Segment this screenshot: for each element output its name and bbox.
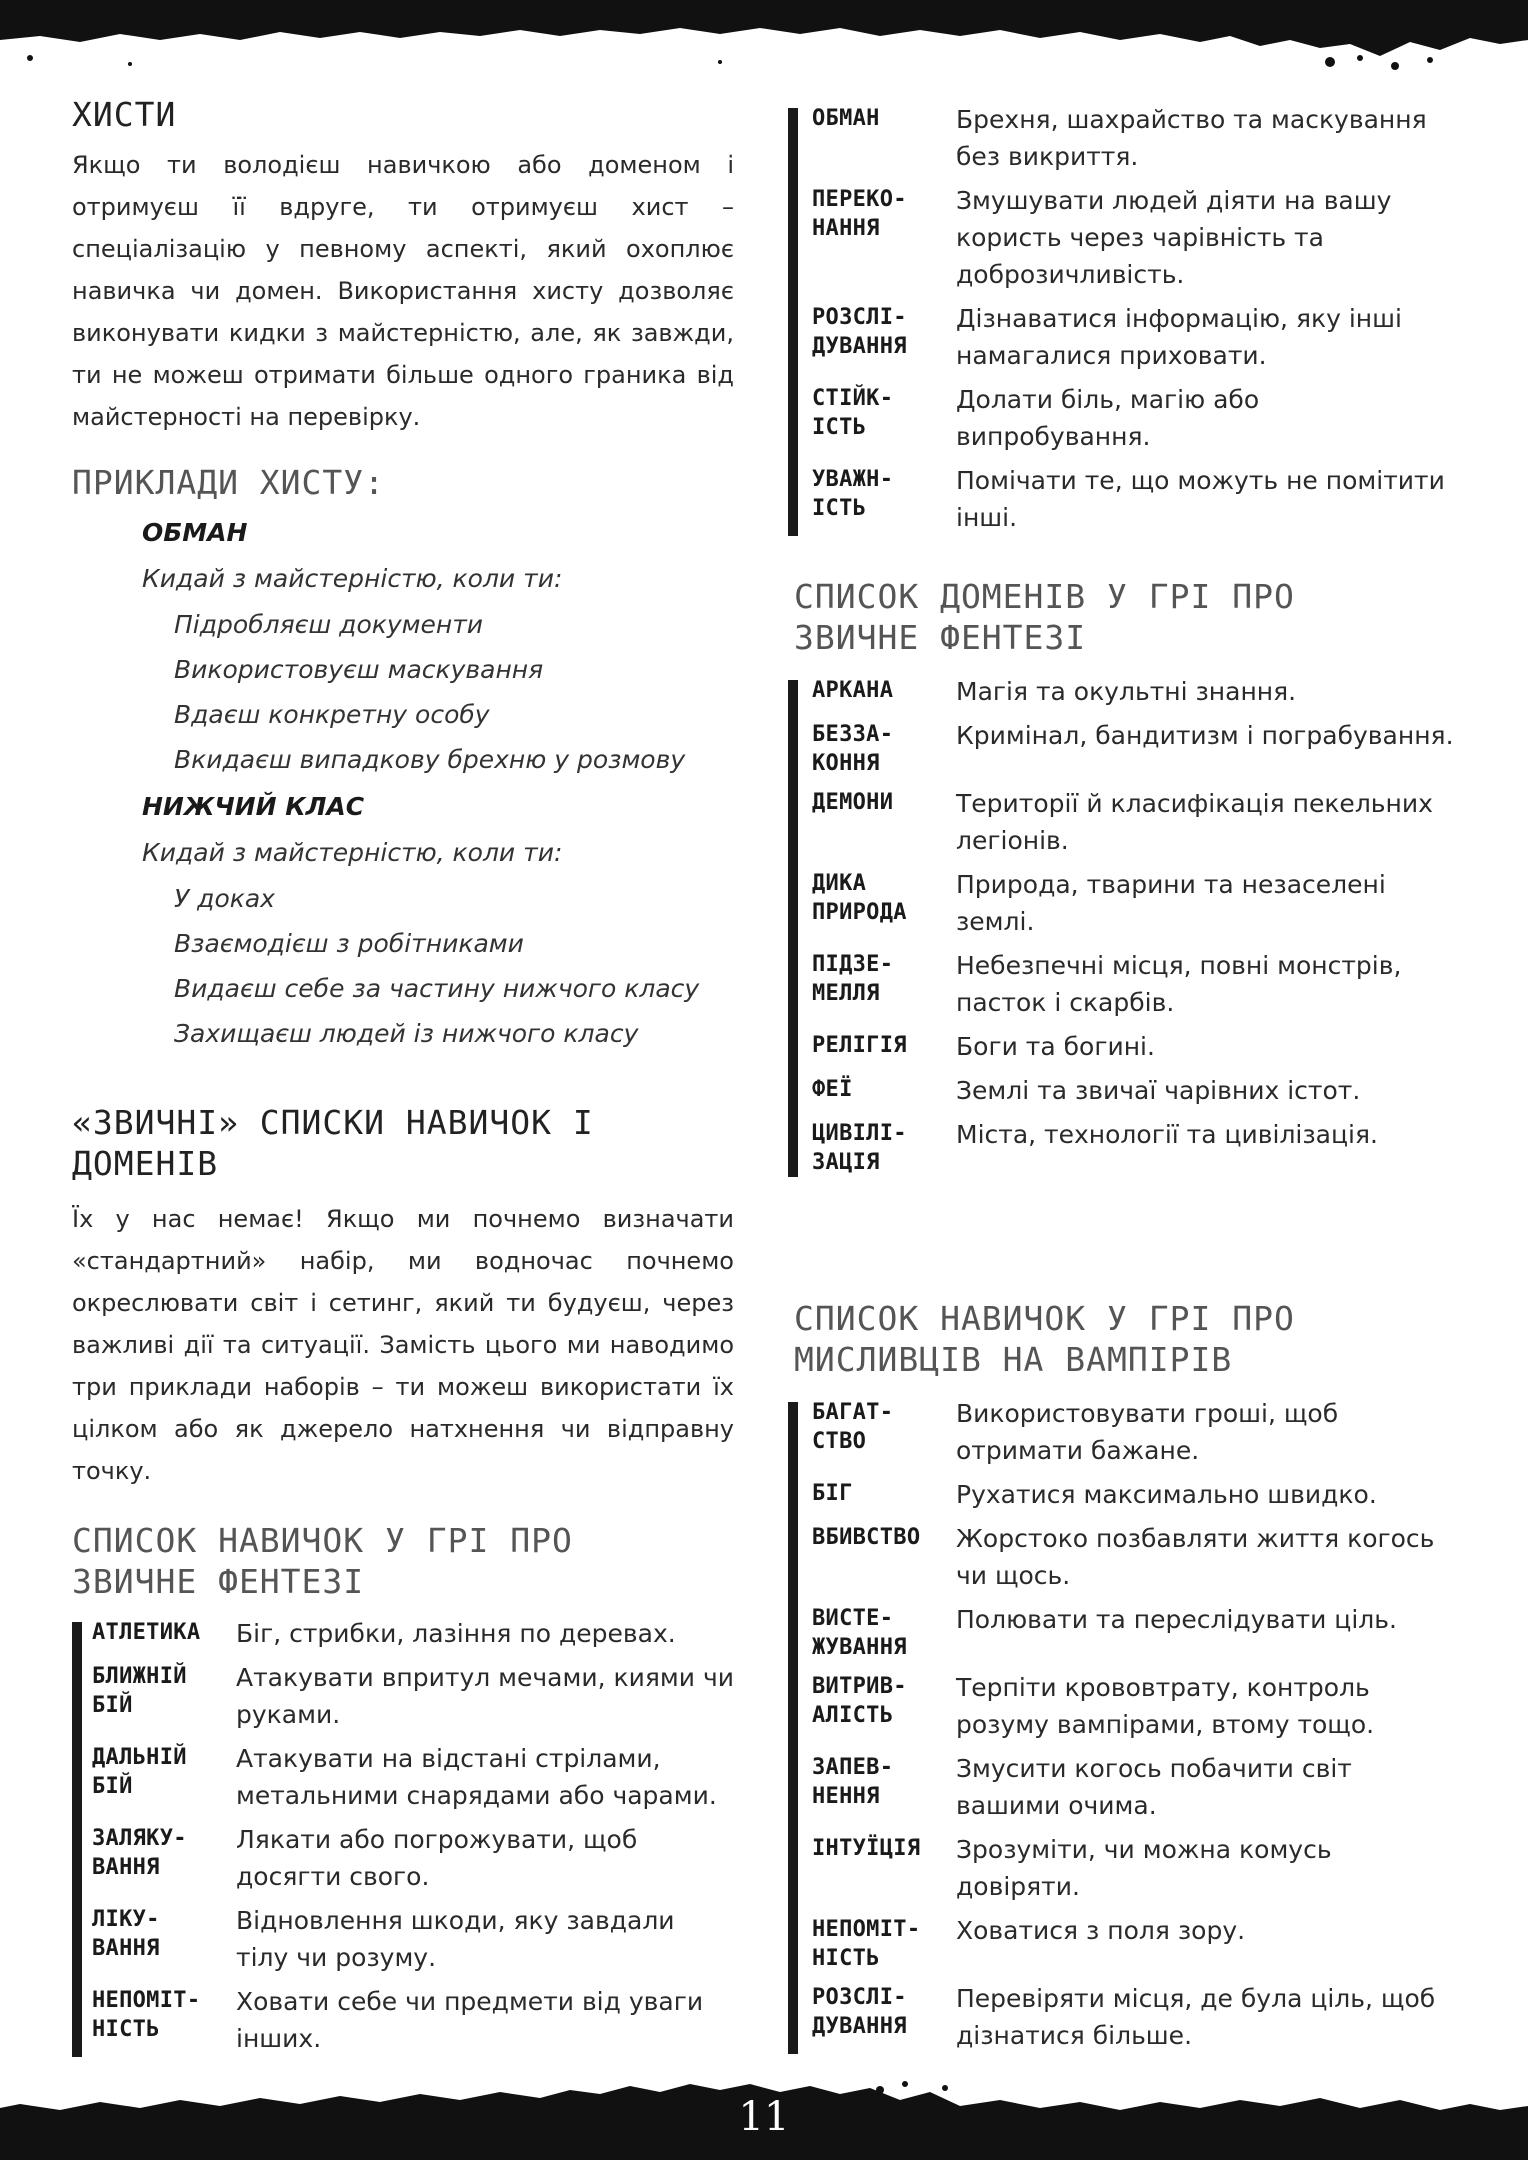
term-row [812,1672,1458,1743]
example-item: Вдаєш конкретну особу [174,700,490,729]
term-definition: Змусити когось побачити світ вашими очима. [956,1754,1352,1820]
example-item: Використовуєш маскування [174,655,544,684]
term-definition: Полювати та переслідувати ціль. [956,1605,1397,1634]
hunter-skills-heading [794,1298,1458,1380]
term-definition: Перевіряти місця, де була ціль, щоб дізнатися більше. [956,1984,1436,2050]
term-row [812,788,1458,859]
fantasy-skills-table [72,1618,734,2057]
term-row [92,1824,734,1895]
example-title: ОБМАН [142,518,248,547]
examples-heading: ПРИКЛАДИ ХИСТУ: [72,463,386,502]
heading-line: СПИСОК ДОМЕНІВ У ГРІ ПРО [794,577,1295,616]
term-row [812,384,1458,455]
example-item: Захищаєш людей із нижчого класу [174,1019,639,1048]
term-row [812,185,1458,293]
fantasy-domains-heading [794,576,1458,658]
term-label: БЕЗЗА- КОННЯ [812,722,894,776]
term-definition: Атакувати на відстані стрілами, метальними снарядами або чарами. [236,1744,717,1810]
term-label: ПЕРЕКО- НАННЯ [812,187,907,241]
term-definition: Природа, тварини та незаселені землі. [956,870,1386,936]
term-definition: Долати біль, магію або випробування. [956,385,1260,451]
example-items [142,876,734,1056]
term-row [812,1834,1458,1905]
examples-section [72,462,734,1056]
term-label: НЕПОМІТ- НІСТЬ [92,1988,201,2042]
hunter-skills-section [794,1298,1458,2054]
term-definition: Території й класифікація пекельних легіонів. [956,789,1433,855]
term-row [812,1479,1458,1513]
fantasy-skills-heading [72,1520,734,1602]
term-label: ЗАЛЯКУ- ВАННЯ [92,1826,187,1880]
term-label: РОЗСЛІ- ДУВАННЯ [812,1985,907,2039]
fantasy-skills-section [72,1520,734,2057]
term-definition: Зрозуміти, чи можна комусь довіряти. [956,1835,1332,1901]
term-label: РОЗСЛІ- ДУВАННЯ [812,305,907,359]
example-item: Взаємодієш з робітниками [174,929,524,958]
term-row [812,104,1458,175]
example-intro: Кидай з майстерністю, коли ти: [142,564,563,593]
heading-line: ЗВИЧНЕ ФЕНТЕЗІ [72,1562,365,1601]
term-definition: Лякати або погрожувати, щоб досягти свого. [236,1825,638,1891]
term-row [812,1119,1458,1177]
term-definition: Біг, стрибки, лазіння по деревах. [236,1619,676,1648]
term-definition: Боги та богині. [956,1032,1155,1061]
term-label: ПІДЗЕ- МЕЛЛЯ [812,952,894,1006]
term-row [812,869,1458,940]
hysty-paragraph: Якщо ти володієш навичкою або доменом і отримуєш її вдруге, ти отримуєш хист – спеціалізацію у певному аспекті, який охоплює навичка чи домен. Використання хисту дозволяє виконувати кидки з майстерністю, але, як завжди, ти не можеш отримати більше одного граника від майстерності на перевірку. [72,151,734,431]
term-label: ДЕМОНИ [812,790,894,815]
term-row [92,1662,734,1733]
term-label: ВБИВСТВО [812,1525,921,1550]
term-row [812,676,1458,710]
example-title: НИЖЧИЙ КЛАС [142,792,365,821]
term-label: БАГАТ- СТВО [812,1400,894,1454]
term-row [92,1618,734,1652]
hysty-section [72,94,734,438]
example-intro: Кидай з майстерністю, коли ти: [142,838,563,867]
term-row [812,1031,1458,1065]
term-label: НЕПОМІТ- НІСТЬ [812,1917,921,1971]
term-label: ІНТУЇЦІЯ [812,1836,921,1861]
example-items [142,602,734,782]
term-definition: Терпіти крововтрату, контроль розуму вампірами, втому тощо. [956,1673,1375,1739]
fantasy-skills-continued-table [788,104,1458,536]
term-definition: Ховати себе чи предмети від уваги інших. [236,1987,704,2053]
fantasy-domains-section [794,576,1458,1177]
example-item: Вкидаєш випадкову брехню у розмову [174,745,686,774]
usual-lists-paragraph: Їх у нас немає! Якщо ми почнемо визначати «стандартний» набір, ми водночас почнемо окреслювати світ і сетинг, який ти будуєш, через важливі дії та ситуації. Замість цього ми наводимо три приклади наборів – ти можеш використати їх цілком або як джерело натхнення чи відправну точку. [72,1205,734,1485]
usual-lists-heading [72,1102,734,1184]
usual-lists-section [72,1102,734,1492]
fantasy-domains-table [788,676,1458,1177]
term-definition: Небезпечні місця, повні монстрів, пасток і скарбів. [956,951,1402,1017]
term-definition: Брехня, шахрайство та маскування без викриття. [956,105,1427,171]
heading-line: «ЗВИЧНІ» СПИСКИ НАВИЧОК І [72,1103,594,1142]
term-definition: Дізнаватися інформацію, яку інші намагалися приховати. [956,304,1402,370]
heading-line: ДОМЕНІВ [72,1144,219,1183]
hysty-heading: ХИСТИ [72,95,177,134]
term-row [812,1523,1458,1594]
term-row [92,1986,734,2057]
term-label: АТЛЕТИКА [92,1620,201,1645]
term-row [812,950,1458,1021]
term-label: УВАЖН- ІСТЬ [812,467,894,521]
term-label: БІГ [812,1481,853,1506]
heading-line: МИСЛИВЦІВ НА ВАМПІРІВ [794,1340,1233,1379]
term-label: ДИКА ПРИРОДА [812,871,907,925]
example-item: Підробляєш документи [174,610,484,639]
example-block-deception [142,510,734,782]
term-definition: Використовувати гроші, щоб отримати бажане. [956,1399,1339,1465]
term-row [812,1604,1458,1662]
term-label: СТІЙК- ІСТЬ [812,386,894,440]
term-definition: Рухатися максимально швидко. [956,1480,1377,1509]
term-label: ФЕЇ [812,1077,853,1102]
term-row [812,1983,1458,2054]
term-definition: Жорстоко позбавляти життя когось чи щось. [956,1524,1435,1590]
term-label: ОБМАН [812,106,880,131]
term-definition: Магія та окультні знання. [956,677,1297,706]
term-label: ВИТРИВ- АЛІСТЬ [812,1674,907,1728]
heading-line: СПИСОК НАВИЧОК У ГРІ ПРО [72,1521,573,1560]
term-label: БЛИЖНІЙ БІЙ [92,1664,187,1718]
term-row [812,1075,1458,1109]
term-label: АРКАНА [812,678,894,703]
hunter-skills-table [788,1398,1458,2054]
term-label: ЗАПЕВ- НЕННЯ [812,1755,894,1809]
term-row [812,465,1458,536]
top-ink-band [0,0,1528,80]
term-row [812,1915,1458,1973]
fantasy-skills-continued-section [788,104,1458,536]
term-definition: Кримінал, бандитизм і пограбування. [956,721,1454,750]
term-definition: Землі та звичаї чарівних істот. [956,1076,1361,1105]
heading-line: ЗВИЧНЕ ФЕНТЕЗІ [794,618,1087,657]
term-label: ЛІКУ- ВАННЯ [92,1907,160,1961]
term-label: РЕЛІГІЯ [812,1033,907,1058]
term-row [812,1753,1458,1824]
term-row [92,1743,734,1814]
example-block-lower-class [142,784,734,1056]
term-row [92,1905,734,1976]
term-row [812,720,1458,778]
term-definition: Атакувати впритул мечами, киями чи руками. [236,1663,734,1729]
example-item: У доках [174,884,275,913]
heading-line: СПИСОК НАВИЧОК У ГРІ ПРО [794,1299,1295,1338]
term-row [812,1398,1458,1469]
term-label: ВИСТЕ- ЖУВАННЯ [812,1606,907,1660]
term-definition: Помічати те, що можуть не помітити інші. [956,466,1445,532]
term-definition: Відновлення шкоди, яку завдали тілу чи розуму. [236,1906,675,1972]
term-definition: Ховатися з поля зору. [956,1916,1246,1945]
term-definition: Змушувати людей діяти на вашу користь через чарівність та доброзичливість. [956,186,1392,289]
example-item: Видаєш себе за частину нижчого класу [174,974,700,1003]
page-number: 11 [738,2094,790,2140]
term-label: ДАЛЬНІЙ БІЙ [92,1745,187,1799]
term-row [812,303,1458,374]
term-label: ЦИВІЛІ- ЗАЦІЯ [812,1121,907,1175]
term-definition: Міста, технології та цивілізація. [956,1120,1378,1149]
